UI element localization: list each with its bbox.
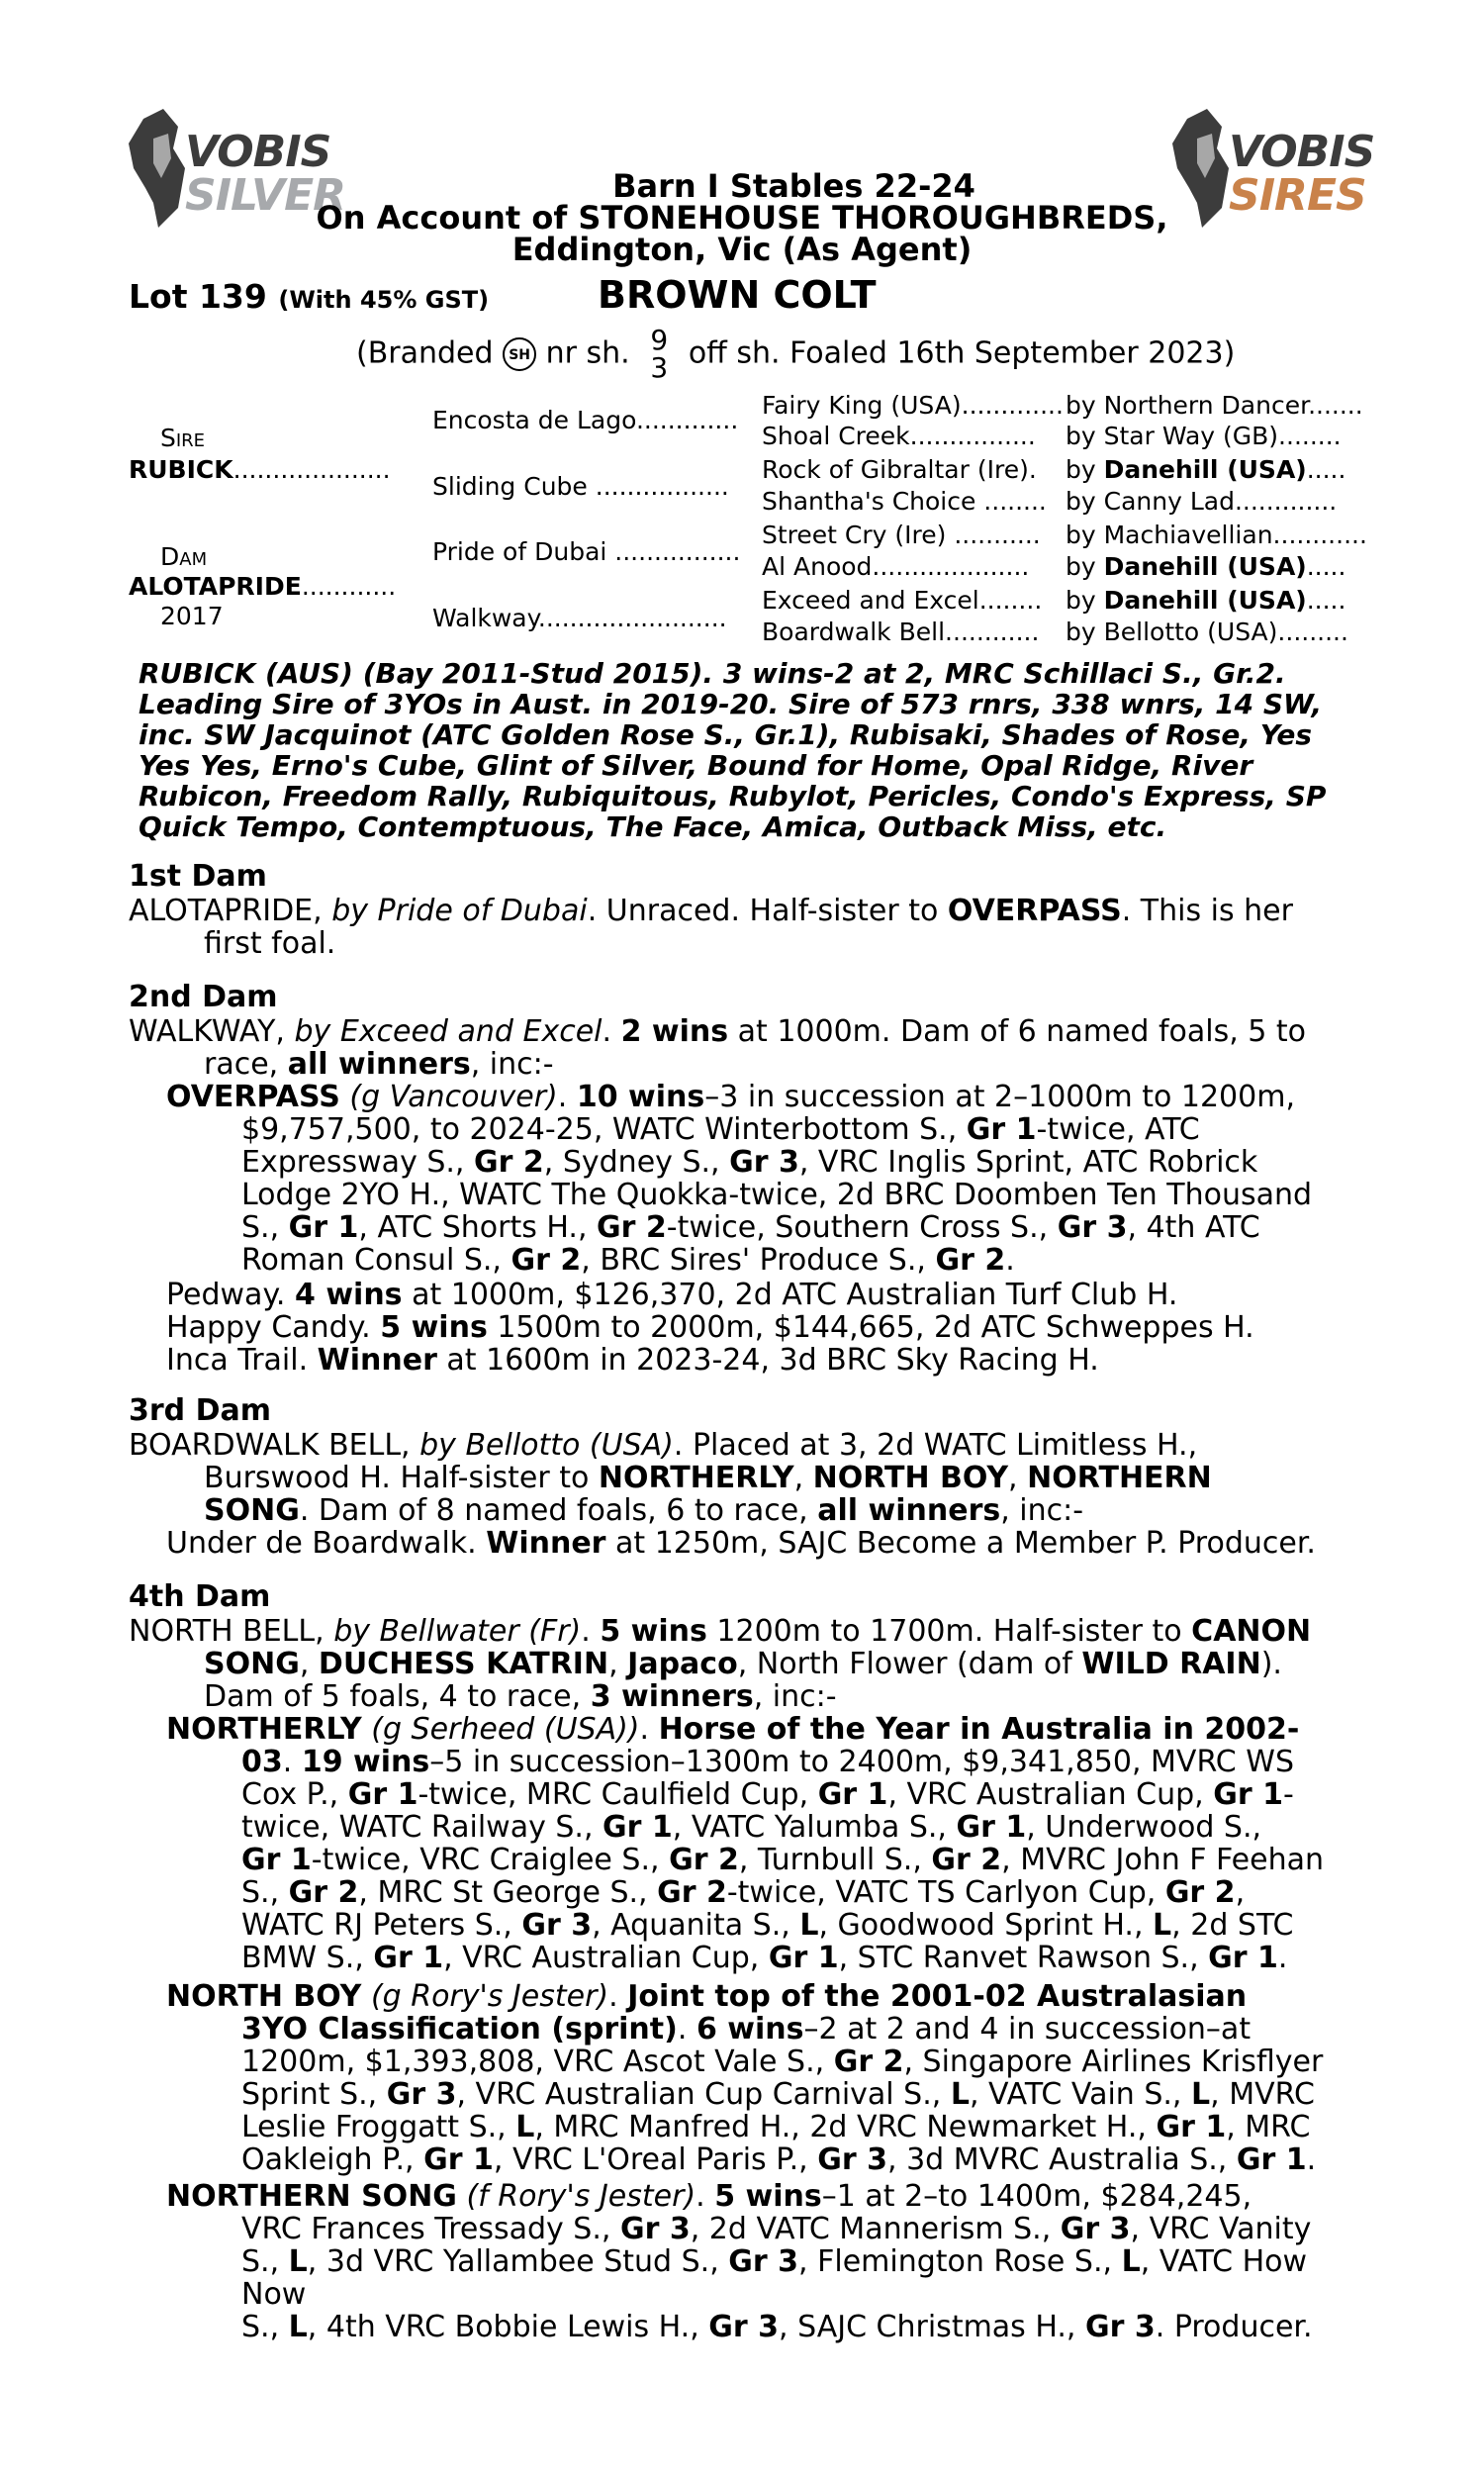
logo-word-vobis: VOBIS (1229, 127, 1375, 177)
pedigree-g3-5: by Danehill (USA)..... (1066, 552, 1346, 581)
section-1st-dam: 1st Dam (129, 859, 267, 894)
dam3-text: BOARDWALK BELL, by Bellotto (USA). Placed at 3, 2d WATC Limitless H., Burswood H. Half-sister to NORTHERLY, NORTH BOY, NORTHERN SONG. Dam of 8 named foals, 6 to race, all winners, inc:- (129, 1428, 1212, 1528)
header-line-2: On Account of STONEHOUSE THOROUGHBREDS, (316, 199, 1168, 237)
pedway-entry: Pedway. 4 wins at 1000m, $126,370, 2d ATC Australian Turf Club H. (166, 1278, 1178, 1312)
logo-word-silver: SILVER (185, 170, 346, 221)
brand-num-top: 9 (650, 324, 669, 356)
section-2nd-dam: 2nd Dam (129, 980, 278, 1014)
lot-number (129, 277, 489, 316)
dam-name: ALOTAPRIDE............ (129, 572, 397, 601)
pedigree-g3-2: by Danehill (USA)..... (1066, 455, 1346, 484)
pedigree-g2-2: Rock of Gibraltar (Ire). (762, 455, 1037, 484)
dam2-text: WALKWAY, by Exceed and Excel. 2 wins at 1000m. Dam of 6 named foals, 5 to race, all winners, inc:- (129, 1014, 1307, 1082)
pedigree-g3-3: by Canny Lad............. (1066, 487, 1338, 516)
logo-word-sires: SIRES (1229, 170, 1366, 221)
pedigree-g2-0: Fairy King (USA)............. (762, 391, 1064, 420)
pedigree-g2-6: Exceed and Excel........ (762, 586, 1043, 615)
pedigree-g2-7: Boardwalk Bell............ (762, 618, 1040, 646)
section-4th-dam: 4th Dam (129, 1579, 271, 1614)
pedigree-g1-1: Sliding Cube ................. (432, 472, 729, 501)
sire-para-line: Rubicon, Freedom Rally, Rubiquitous, Rubylot, Pericles, Condo's Express, SP (139, 780, 1327, 812)
sire-para-line: Yes Yes, Erno's Cube, Glint of Silver, Bound for Home, Opal Ridge, River (139, 749, 1253, 782)
inca-trail-entry: Inca Trail. Winner at 1600m in 2023-24, 3d BRC Sky Racing H. (166, 1343, 1099, 1378)
overpass-entry: OVERPASS (g Vancouver). 10 wins–3 in succession at 2–1000m to 1200m, $9,757,500, to 2024-25, WATC Winterbottom S., Gr 1-twice, ATC Expressway S., Gr 2, Sydney S., Gr 3, VRC Inglis Sprint, ATC Robrick Lodge 2YO H., WATC The Quokka-twice, 2d BRC Doomben Ten Thousand S., Gr 1, ATC Shorts H., Gr 2-twice, Southern Cross S., Gr 3, 4th ATC Roman Consul S., Gr 2, BRC Sires' Produce S., Gr 2. (166, 1080, 1313, 1278)
brand-num-bottom: 3 (650, 351, 669, 384)
dam4-text: NORTH BELL, by Bellwater (Fr). 5 wins 1200m to 1700m. Half-sister to CANON SONG, DUCHESS KATRIN, Japaco, North Flower (dam of WILD RAIN). Dam of 5 foals, 4 to race, 3 winners, inc:- (129, 1614, 1312, 1714)
sire-name: RUBICK.................... (129, 455, 391, 484)
sire-paragraph (139, 658, 1355, 842)
pedigree-g3-0: by Northern Dancer....... (1066, 391, 1363, 420)
lot-gst: (With 45% GST) (278, 286, 490, 314)
brand-mid: nr sh. (545, 335, 630, 371)
pedigree-g3-6: by Danehill (USA)..... (1066, 586, 1346, 615)
pedigree-g3-7: by Bellotto (USA)......... (1066, 618, 1348, 646)
pedigree-g2-3: Shantha's Choice ........ (762, 487, 1047, 516)
sire-para-line: Quick Tempo, Contemptuous, The Face, Amica, Outback Miss, etc. (139, 810, 1167, 843)
dam-label: Dam (160, 542, 208, 571)
pedigree-g2-5: Al Anood.................... (762, 552, 1030, 581)
sire-label: Sire (160, 424, 206, 452)
pedigree-g3-1: by Star Way (GB)........ (1066, 422, 1342, 450)
brand-symbol-icon: SH (503, 337, 536, 371)
pedigree-g3-4: by Machiavellian............ (1066, 521, 1367, 549)
northerly-entry: NORTHERLY (g Serheed (USA)). Horse of the Year in Australia in 2002- 03. 19 wins–5 in succession–1300m to 2400m, $9,341,850, MVRC WS Cox P., Gr 1-twice, MRC Caulfield Cup, Gr 1, VRC Australian Cup, Gr 1- twice, WATC Railway S., Gr 1, VATC Yalumba S., Gr 1, Underwood S., Gr 1-twice, VRC Craiglee S., Gr 2, Turnbull S., Gr 2, MVRC John F Feehan S., Gr 2, MRC St George S., Gr 2-twice, VATC TS Carlyon Cup, Gr 2, WATC RJ Peters S., Gr 3, Aquanita S., L, Goodwood Sprint H., L, 2d STC BMW S., Gr 1, VRC Australian Cup, Gr 1, STC Ranvet Rawson S., Gr 1. (166, 1712, 1324, 1975)
under-de-boardwalk-entry: Under de Boardwalk. Winner at 1250m, SAJC Become a Member P. Producer. (166, 1526, 1316, 1561)
sire-para-line: RUBICK (AUS) (Bay 2011-Stud 2015). 3 wins-2 at 2, MRC Schillaci S., Gr.2. (139, 657, 1286, 690)
sire-para-line: inc. SW Jacquinot (ATC Golden Rose S., Gr.1), Rubisaki, Shades of Rose, Yes (139, 718, 1313, 751)
pedigree-g1-0: Encosta de Lago............. (432, 406, 739, 434)
header-line-3: Eddington, Vic (As Agent) (511, 231, 973, 268)
logo-word-vobis: VOBIS (185, 127, 331, 177)
sire-para-line: Leading Sire of 3YOs in Aust. in 2019-20. Sire of 573 rnrs, 338 wnrs, 14 SW, (139, 688, 1323, 720)
pedigree-g2-1: Shoal Creek................ (762, 422, 1036, 450)
lot-label: Lot 139 (129, 277, 267, 316)
northern-song-entry: NORTHERN SONG (f Rory's Jester). 5 wins–1 at 2–to 1400m, $284,245, VRC Frances Tressady S., Gr 3, 2d VATC Mannerism S., Gr 3, VRC Vanity S., L, 3d VRC Yallambee Stud S., Gr 3, Flemington Rose S., L, VATC How Now S., L, 4th VRC Bobbie Lewis H., Gr 3, SAJC Christmas H., Gr 3. Producer. (166, 2179, 1313, 2344)
pedigree-g2-4: Street Cry (Ire) ........... (762, 521, 1041, 549)
north-boy-entry: NORTH BOY (g Rory's Jester). Joint top of the 2001-02 Australasian 3YO Classification (sprint). 6 wins–2 at 2 and 4 in succession–at 1200m, $1,393,808, VRC Ascot Vale S., Gr 2, Singapore Airlines Krisflyer Sprint S., Gr 3, VRC Australian Cup Carnival S., L, VATC Vain S., L, MVRC Leslie Froggatt S., L, MRC Manfred H., 2d VRC Newmarket H., Gr 1, MRC Oakleigh P., Gr 1, VRC L'Oreal Paris P., Gr 3, 3d MVRC Australia S., Gr 1. (166, 1979, 1324, 2177)
pedigree-g1-2: Pride of Dubai ................ (432, 537, 741, 566)
happy-candy-entry: Happy Candy. 5 wins 1500m to 2000m, $144,665, 2d ATC Schweppes H. (166, 1310, 1254, 1345)
dam1-text: ALOTAPRIDE, by Pride of Dubai. Unraced. Half-sister to OVERPASS. This is her first foal. (129, 894, 1293, 961)
dam-year: 2017 (160, 602, 224, 630)
brand-pre: (Branded (356, 335, 494, 371)
brand-post: off sh. Foaled 16th September 2023) (688, 335, 1236, 371)
pedigree-g1-3: Walkway........................ (432, 604, 727, 632)
brand-line (356, 324, 1236, 384)
header-line-1: Barn I Stables 22-24 (612, 167, 975, 205)
section-3rd-dam: 3rd Dam (129, 1393, 271, 1428)
lot-title: BROWN COLT (598, 273, 877, 317)
